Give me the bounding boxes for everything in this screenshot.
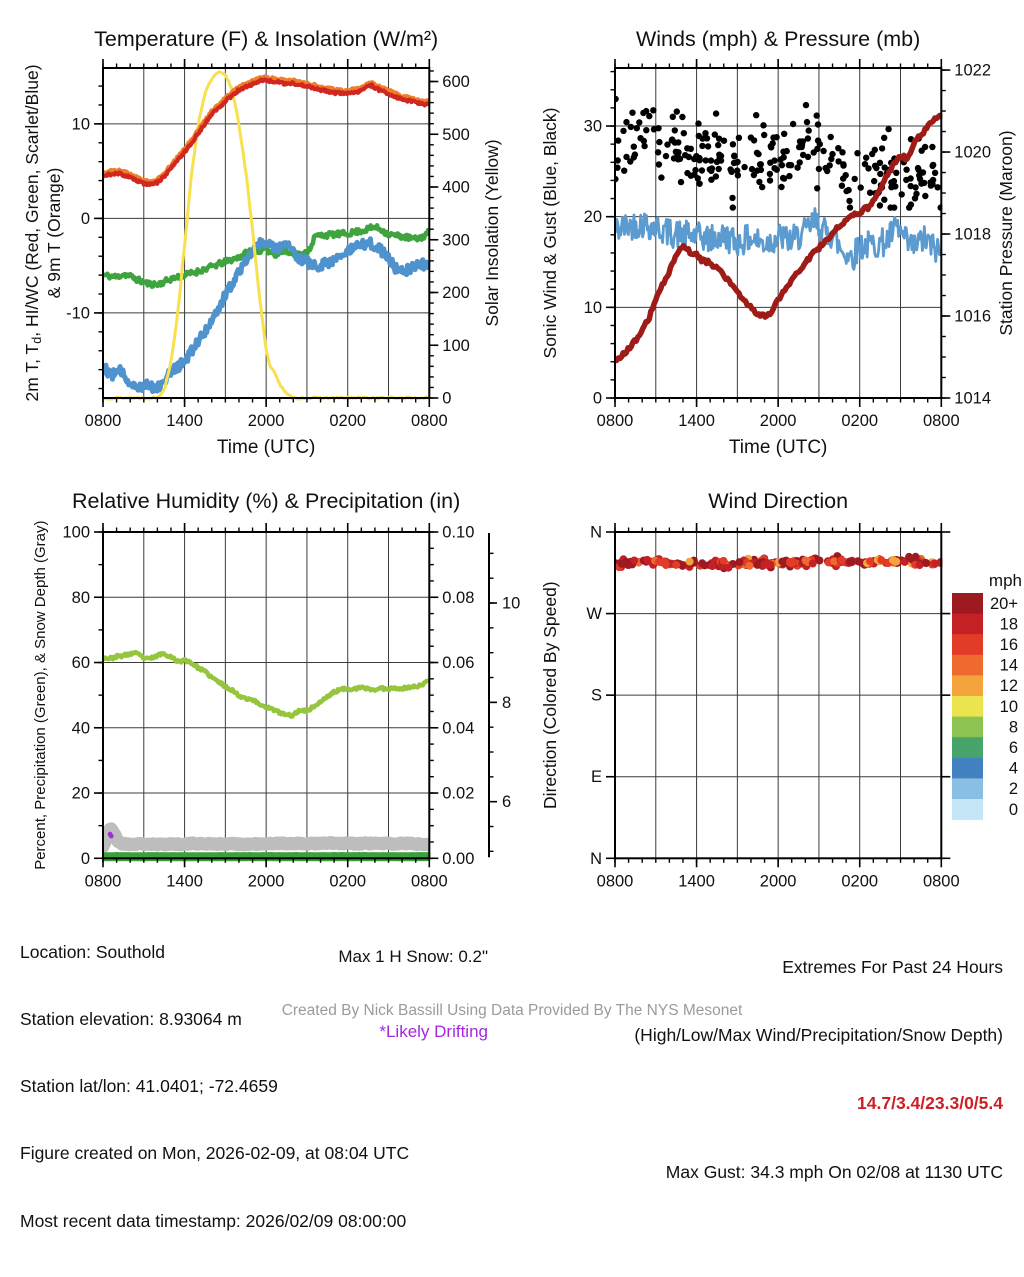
- svg-text:0800: 0800: [923, 412, 960, 430]
- station-location: Location: Southold: [20, 941, 409, 963]
- svg-text:1016: 1016: [954, 308, 991, 326]
- svg-text:20: 20: [584, 208, 602, 226]
- svg-text:Sonic Wind & Gust (Blue, Black: Sonic Wind & Gust (Blue, Black): [540, 108, 560, 359]
- svg-text:2000: 2000: [248, 872, 285, 890]
- svg-text:0: 0: [593, 390, 602, 408]
- svg-text:W: W: [586, 605, 602, 623]
- svg-text:1022: 1022: [954, 62, 991, 80]
- svg-text:400: 400: [442, 179, 470, 197]
- svg-text:Time (UTC): Time (UTC): [217, 437, 316, 458]
- svg-text:8: 8: [502, 694, 511, 712]
- svg-text:Time (UTC): Time (UTC): [729, 437, 828, 458]
- likely-drifting-dots: [109, 834, 114, 839]
- svg-text:-10: -10: [66, 304, 90, 322]
- station-elevation: Station elevation: 8.93064 m: [20, 1008, 409, 1030]
- max-snow-label: Max 1 H Snow: 0.2": [0, 944, 488, 969]
- svg-text:Winds (mph) & Pressure (mb): Winds (mph) & Pressure (mb): [636, 27, 920, 51]
- svg-text:0800: 0800: [411, 872, 448, 890]
- svg-text:Percent, Precipitation (Green): Percent, Precipitation (Green), & Snow Depth (Gray): [32, 520, 49, 869]
- svg-text:8: 8: [1009, 718, 1018, 736]
- svg-text:N: N: [590, 850, 602, 868]
- svg-text:Temperature (F) & Insolation (: Temperature (F) & Insolation (W/m²): [94, 27, 438, 51]
- svg-text:2000: 2000: [760, 412, 797, 430]
- svg-text:12: 12: [1000, 677, 1018, 695]
- svg-text:0200: 0200: [329, 412, 366, 430]
- svg-text:Solar Insolation (Yellow): Solar Insolation (Yellow): [482, 139, 502, 326]
- svg-text:2000: 2000: [248, 412, 285, 430]
- svg-text:0800: 0800: [597, 872, 634, 890]
- svg-text:60: 60: [72, 654, 90, 672]
- svg-text:E: E: [591, 768, 602, 786]
- figure-created: Figure created on Mon, 2026-02-09, at 08:04 UTC: [20, 1142, 409, 1164]
- svg-text:40: 40: [72, 719, 90, 737]
- svg-text:600: 600: [442, 73, 470, 91]
- svg-text:2m T, Td, HI/WC (Red, Green, S: 2m T, Td, HI/WC (Red, Green, Scarlet/Blue): [22, 64, 44, 401]
- winds-pressure-chart: [540, 27, 1016, 458]
- svg-text:2000: 2000: [760, 872, 797, 890]
- extremes-title: Extremes For Past 24 Hours: [634, 956, 1003, 979]
- svg-text:1400: 1400: [678, 872, 715, 890]
- max-gust-label: Max Gust: 34.3 mph On 02/08 at 1130 UTC: [634, 1161, 1003, 1184]
- snow-note: [0, 894, 488, 1094]
- svg-text:100: 100: [442, 337, 470, 355]
- station-latlon: Station lat/lon: 41.0401; -72.4659: [20, 1075, 409, 1097]
- svg-text:0200: 0200: [329, 872, 366, 890]
- svg-text:mph: mph: [989, 571, 1022, 590]
- svg-text:1014: 1014: [954, 390, 991, 408]
- svg-text:0: 0: [442, 390, 451, 408]
- svg-text:10: 10: [502, 595, 520, 613]
- credit-line: Created By Nick Bassill Using Data Provided By The NYS Mesonet: [0, 1000, 1024, 1022]
- humidity-precipitation-chart-grid: [103, 532, 429, 858]
- svg-text:2: 2: [1009, 780, 1018, 798]
- svg-text:20+: 20+: [990, 595, 1018, 613]
- svg-text:0.06: 0.06: [442, 654, 474, 672]
- svg-text:14: 14: [1000, 657, 1018, 675]
- svg-text:10: 10: [1000, 698, 1018, 716]
- wind-speed-colorbar: [952, 571, 1022, 820]
- wind-direction-chart: [540, 489, 1022, 890]
- svg-text:0800: 0800: [597, 412, 634, 430]
- svg-text:0: 0: [1009, 801, 1018, 819]
- svg-text:1400: 1400: [166, 412, 203, 430]
- svg-text:Station Pressure (Maroon): Station Pressure (Maroon): [996, 130, 1016, 335]
- svg-text:18: 18: [1000, 615, 1018, 633]
- svg-text:500: 500: [442, 126, 470, 144]
- svg-text:4: 4: [1009, 760, 1018, 778]
- svg-text:200: 200: [442, 284, 470, 302]
- extremes-summary: [634, 910, 1003, 1229]
- svg-text:1400: 1400: [166, 872, 203, 890]
- svg-text:0800: 0800: [411, 412, 448, 430]
- likely-drifting-label: *Likely Drifting: [0, 1019, 488, 1044]
- svg-text:30: 30: [584, 118, 602, 136]
- svg-text:0.08: 0.08: [442, 589, 474, 607]
- wind-direction-chart-grid: [615, 532, 941, 858]
- svg-text:6: 6: [502, 793, 511, 811]
- svg-text:6: 6: [1009, 739, 1018, 757]
- svg-text:1400: 1400: [678, 412, 715, 430]
- extremes-subtitle: (High/Low/Max Wind/Precipitation/Snow Depth): [634, 1024, 1003, 1047]
- svg-text:0800: 0800: [923, 872, 960, 890]
- extremes-values: 14.7/3.4/23.3/0/5.4: [634, 1092, 1003, 1115]
- svg-text:Relative Humidity (%) & Precip: Relative Humidity (%) & Precipitation (in): [72, 489, 460, 513]
- svg-text:100: 100: [62, 524, 90, 542]
- svg-text:0.02: 0.02: [442, 785, 474, 803]
- svg-text:20: 20: [72, 785, 90, 803]
- svg-text:& 9m T (Orange): & 9m T (Orange): [44, 168, 64, 299]
- svg-text:300: 300: [442, 231, 470, 249]
- svg-text:0200: 0200: [841, 412, 878, 430]
- svg-text:10: 10: [72, 115, 90, 133]
- svg-text:0.10: 0.10: [442, 524, 474, 542]
- svg-text:1020: 1020: [954, 144, 991, 162]
- svg-text:0: 0: [81, 850, 90, 868]
- svg-text:10: 10: [584, 299, 602, 317]
- svg-text:Wind Direction: Wind Direction: [708, 489, 848, 513]
- data-timestamp: Most recent data timestamp: 2026/02/09 08:00:00: [20, 1210, 409, 1232]
- temperature-insolation-chart: [22, 27, 502, 458]
- svg-text:0.00: 0.00: [442, 850, 474, 868]
- svg-text:0800: 0800: [85, 872, 122, 890]
- svg-text:0200: 0200: [841, 872, 878, 890]
- svg-text:S: S: [591, 687, 602, 705]
- svg-text:Direction (Colored By Speed): Direction (Colored By Speed): [540, 581, 560, 809]
- svg-text:0: 0: [81, 210, 90, 228]
- svg-text:0800: 0800: [85, 412, 122, 430]
- svg-text:80: 80: [72, 589, 90, 607]
- svg-text:1018: 1018: [954, 226, 991, 244]
- humidity-precipitation-chart: [32, 489, 520, 890]
- svg-text:0.04: 0.04: [442, 719, 474, 737]
- svg-text:16: 16: [1000, 636, 1018, 654]
- svg-text:N: N: [590, 524, 602, 542]
